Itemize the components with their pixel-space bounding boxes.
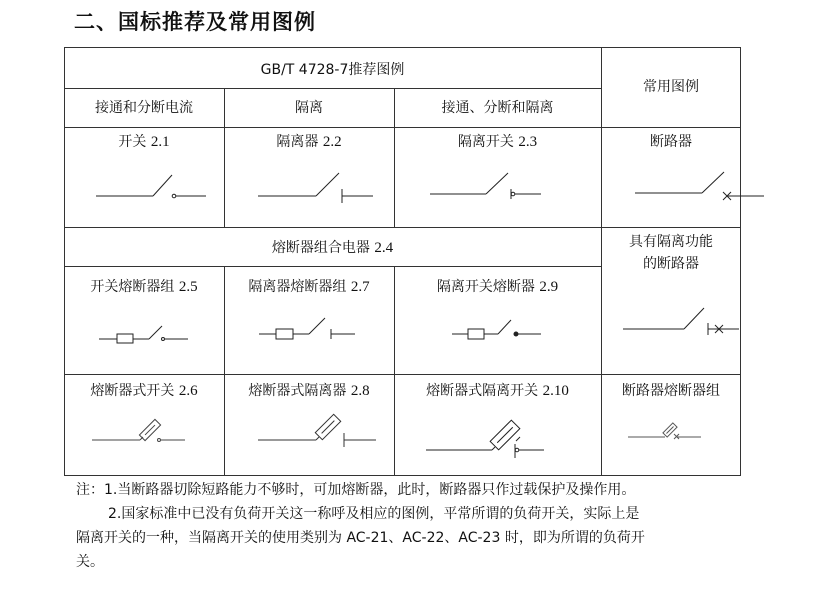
table-divider	[64, 374, 741, 375]
switch-disconnector-fuse-symbol-icon	[394, 297, 601, 367]
cell-label-switch-disconnector: 隔离开关 2.3	[457, 134, 538, 150]
subheader-make-break: 接通和分断电流	[95, 100, 193, 116]
note-2-line-3: 关。	[76, 554, 104, 570]
symbol-table	[64, 47, 741, 476]
cell-label-isolating-breaker: 具有隔离功能 的断路器	[629, 234, 713, 272]
fuse-switch-disconnector-symbol-icon	[394, 407, 601, 475]
fuse-switch-symbol-icon	[64, 407, 224, 475]
switch-disconnector-symbol-icon	[394, 147, 601, 227]
table-divider	[64, 127, 741, 128]
cell-label-switch-disconnector-fuse: 隔离开关熔断器 2.9	[436, 279, 559, 295]
fuse-combination-header: 熔断器组合电器 2.4	[271, 240, 394, 256]
switch-fuse-symbol-icon	[64, 297, 224, 367]
cell-label-switch-fuse: 开关熔断器组 2.5	[90, 279, 198, 295]
isolating-circuit-breaker-symbol-icon	[601, 277, 741, 367]
cell-label-breaker-fuse: 断路器熔断器组	[622, 383, 720, 399]
cell-label-fuse-disconnector: 熔断器式隔离器 2.8	[248, 383, 370, 399]
cell-label-fuse-switch-disconnector: 熔断器式隔离开关 2.10	[426, 383, 569, 399]
breaker-fuse-symbol-icon	[601, 407, 741, 475]
switch-symbol-icon	[64, 147, 224, 227]
disconnector-symbol-icon	[224, 147, 394, 227]
cell-label-switch: 开关 2.1	[118, 134, 170, 150]
subheader-make-break-isolation: 接通、分断和隔离	[441, 100, 554, 116]
subheader-isolation: 隔离	[295, 100, 323, 116]
table-divider	[64, 266, 601, 267]
cell-label-fuse-switch: 熔断器式开关 2.6	[90, 383, 198, 399]
header-gbt: GB/T 4728-7推荐图例	[260, 62, 405, 78]
note-1: 注：1.当断路器切除短路能力不够时，可加熔断器，此时，断路器只作过载保护及操作用。	[76, 482, 636, 498]
table-divider	[64, 227, 741, 228]
notes-section	[76, 478, 746, 574]
cell-label-disconnector-fuse: 隔离器熔断器组 2.7	[248, 279, 370, 295]
note-2-line-1: 2.国家标准中已没有负荷开关这一称呼及相应的图例，平常所谓的负荷开关，实际上是	[108, 506, 640, 522]
table-border-bottom	[64, 475, 741, 476]
table-border-top	[64, 47, 741, 48]
table-divider	[64, 88, 601, 89]
page-title: 二、国标推荐及常用图例	[74, 10, 316, 34]
note-2-line-2: 隔离开关的一种，当隔离开关的使用类别为 AC-21、AC-22、AC-23 时，即为所谓的负荷开	[76, 530, 645, 546]
disconnector-fuse-symbol-icon	[224, 297, 394, 367]
circuit-breaker-symbol-icon	[601, 147, 771, 227]
cell-label-circuit-breaker: 断路器	[650, 134, 692, 150]
header-common: 常用图例	[643, 79, 699, 95]
fuse-disconnector-symbol-icon	[224, 407, 394, 475]
cell-label-disconnector: 隔离器 2.2	[276, 134, 342, 150]
